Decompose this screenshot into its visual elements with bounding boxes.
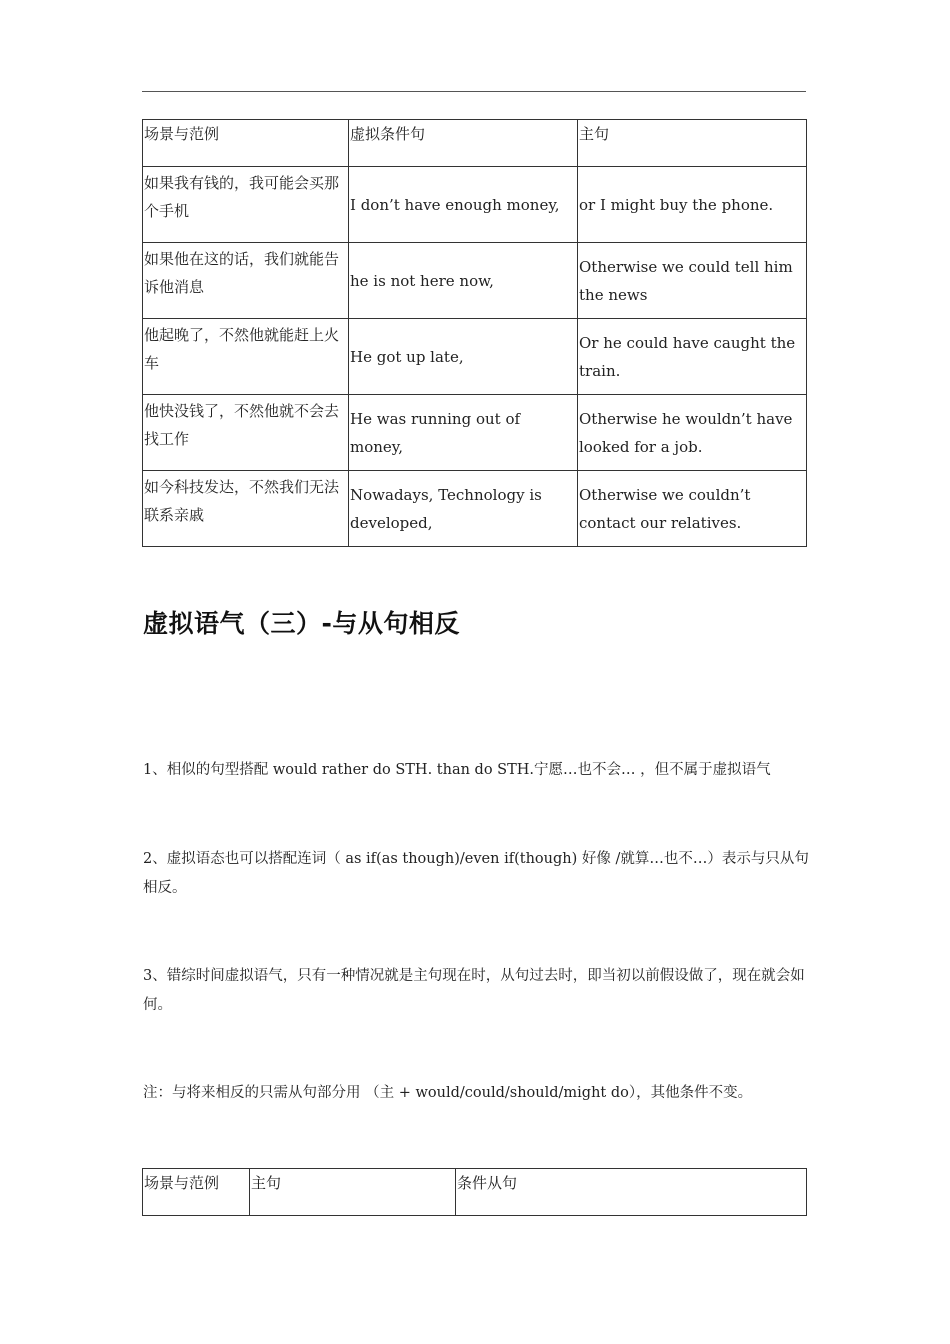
header-scene: 场景与范例 (143, 120, 349, 167)
header-scene: 场景与范例 (143, 1169, 250, 1216)
main-cell: Or he could have caught the train. (578, 319, 807, 395)
main-cell: Otherwise we couldn’t contact our relatives. (578, 471, 807, 547)
scene-cell (143, 243, 349, 319)
table-row (143, 243, 807, 319)
header-condition: 虚拟条件句 (349, 120, 578, 167)
scene-text: 他起晚了，不然他就能赶上火车 (144, 326, 340, 372)
scene-text: 他快没钱了，不然他就不会去找工作 (144, 402, 340, 448)
table-row (143, 167, 807, 243)
header-condition-clause: 条件从句 (456, 1169, 807, 1216)
scene-cell (143, 167, 349, 243)
table-header-row (143, 1169, 807, 1216)
scene-text: 如果我有钱的，我可能会买那个手机 (144, 174, 340, 220)
table-row (143, 395, 807, 471)
page-top-rule (142, 91, 806, 92)
scene-cell (143, 319, 349, 395)
subjunctive-table-2 (142, 1168, 807, 1216)
scene-text: 如今科技发达，不然我们无法联系亲戚 (144, 478, 340, 524)
condition-cell: he is not here now, (349, 243, 578, 319)
subjunctive-table-1 (142, 119, 807, 547)
table-header-row (143, 120, 807, 167)
table-row (143, 471, 807, 547)
condition-cell: I don’t have enough money, (349, 167, 578, 243)
main-cell: Otherwise he wouldn’t have looked for a job. (578, 395, 807, 471)
paragraph-2: 2、虚拟语态也可以搭配连词（ as if(as though)/even if(though) 好像 /就算…也不…）表示与只从句相反。 (143, 851, 809, 896)
paragraph-3: 3、错综时间虚拟语气，只有一种情况就是主句现在时，从句过去时，即当初以前假设做了，现在就会如何。 (143, 968, 805, 1013)
paragraph-1: 1、相似的句型搭配 would rather do STH. than do STH.宁愿…也不会… ，但不属于虚拟语气 (143, 762, 771, 778)
scene-cell (143, 471, 349, 547)
scene-cell (143, 395, 349, 471)
note-paragraph: 注：与将来相反的只需从句部分用 （主 + would/could/should/might do），其他条件不变。 (143, 1085, 753, 1101)
main-cell: Otherwise we could tell him the news (578, 243, 807, 319)
main-cell: or I might buy the phone. (578, 167, 807, 243)
condition-cell: He was running out of money, (349, 395, 578, 471)
table-row (143, 319, 807, 395)
header-main-clause: 主句 (250, 1169, 456, 1216)
condition-cell: Nowadays, Technology is developed, (349, 471, 578, 547)
scene-text: 如果他在这的话，我们就能告诉他消息 (144, 250, 340, 296)
condition-cell: He got up late, (349, 319, 578, 395)
header-main-clause: 主句 (578, 120, 807, 167)
section-title: 虚拟语气（三）-与从句相反 (143, 609, 460, 638)
